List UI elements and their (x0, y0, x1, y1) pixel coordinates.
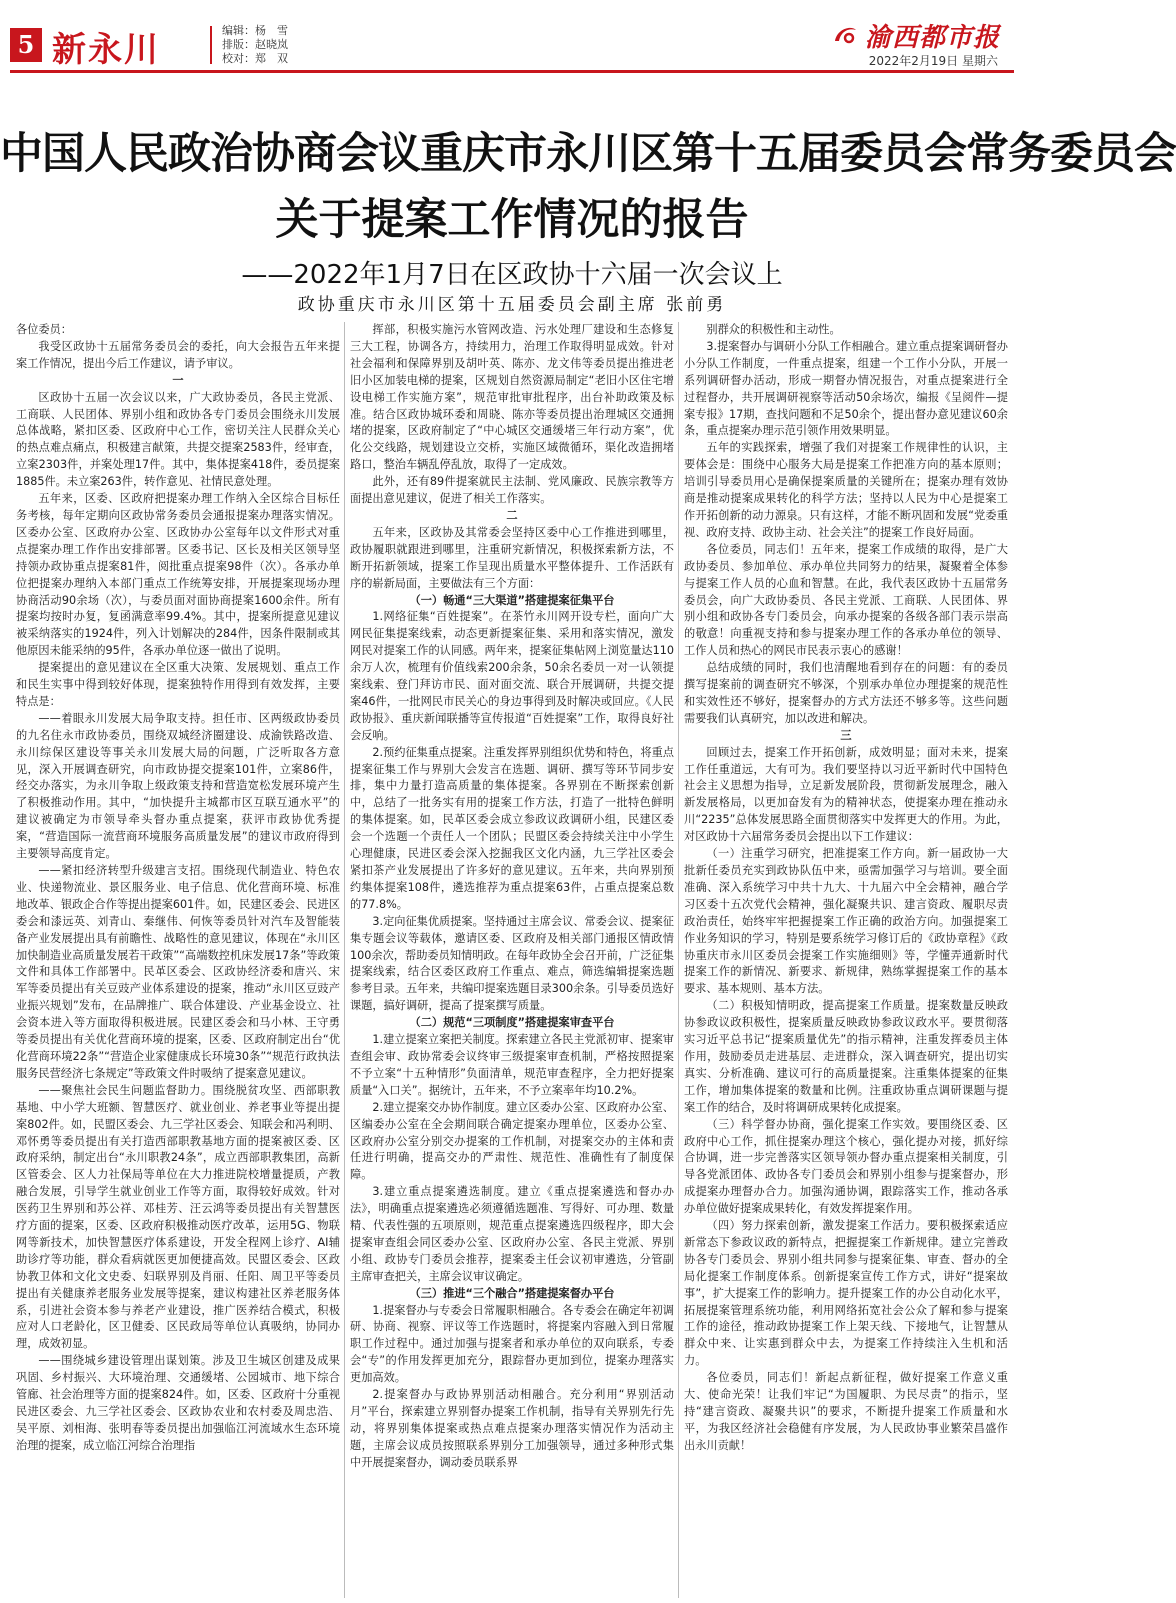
page-number: 5 (10, 28, 42, 62)
byline: 政协重庆市永川区第十五届委员会副主席 张前勇 (297, 295, 727, 315)
paragraph: （二）积极知情明政，提高提案工作质量。提案数量反映政协参政议政积极性，提案质量反映政协参政议政水平。要贯彻落实习近平总书记“提案质量优先”的指示精神，注重发挥委员主体作用，鼓励委员走进基层、走进群众，深入调查研究，提出切实真实、分析准确、建议可行的高质量提案。注重集体提案的征集工作，增加集体提案的数量和比例。注重政协重点调研课题与提案工作的结合，及时将调研成果转化成提案。 (684, 999, 1008, 1114)
paragraph: 1.网络征集“百姓提案”。在茶竹永川网开设专栏，面向广大网民征集提案线索，动态更新提案征集、采用和落实情况，激发网民对提案工作的认同感。两年来，提案征集帖网上浏览量达110余万人次，梳理有价值线索200余条，50余名委员一对一认领提案线索、登门拜访市民、面对面交流、联合开展调研，共提交提案46件，一批网民市民关心的身边事得到及时解决或回应。《人民政协报》、重庆新闻联播等宣传报道“百姓提案”工作，取得良好社会反响。 (350, 610, 674, 742)
section-name: 新永川 (52, 30, 160, 70)
paper-name: 渝西都市报 (864, 22, 1000, 53)
paragraph: ——紧扣经济转型升级建言支招。围绕现代制造业、特色农业、快递物流业、景区服务业、电子信息、优化营商环境、标准地改革、银政企合作等提出提案601件。如，民建区委会、民进区委会和漆远英、刘青山、秦继伟、何恢等委员针对汽车及智能装备产业发展提出具有前瞻性、战略性的意见建议，体现在“永川区加快制造业高质量发展若干政策”“高端数控机床发展17条”等政策文件和具体工作部署中。民革区委会、区政协经济委和唐兴、宋军等委员提出有关豆豉产业体系建设的提案，推动“永川区豆豉产业振兴规划”发布，在品牌推广、联合体建设、产业基金设立、社会资本进入等方面取得积极进展。民建区委会和马小林、王守勇等委员提出有关优化营商环境的提案，区委、区政府制定出台“优化营商环境22条”“营造企业家健康成长环境30条”“规范行政执法服务民营经济七条规定”等政策文件时吸纳了提案意见建议。 (16, 864, 340, 1080)
paragraph: 五年的实践探索，增强了我们对提案工作规律性的认识，主要体会是：围绕中心服务大局是提案工作把准方向的基本原则；培训引导委员用心是确保提案质量的关键所在；提案办理有效协商是推动提案成果转化的科学方法；坚持以人民为中心是提案工作开拓创新的动力源泉。只有这样，才能不断巩固和发展“党委重视、政府支持、政协主动、社会关注”的提案工作良好局面。 (684, 441, 1008, 539)
column-rule (344, 322, 345, 1598)
paragraph: 1.建立提案立案把关制度。探索建立各民主党派初审、提案审查组会审、政协常委会议终审三级提案审查机制，严格按照提案不予立案“十五种情形”负面清单，规范审查程序，全力把好提案质量“入口关”。据统计，五年来，不予立案率年均10.2%。 (350, 1033, 674, 1097)
text-column-3 (684, 322, 1008, 1598)
section-number: 一 (172, 373, 184, 387)
text-column-1 (16, 322, 340, 1598)
salutation: 各位委员： (16, 323, 72, 336)
masthead (0, 0, 1024, 70)
paragraph: 各位委员，同志们！五年来，提案工作成绩的取得，是广大政协委员、参加单位、承办单位共同努力的结果，凝聚着全体参与提案工作人员的心血和智慧。在此，我代表区政协十五届常务委员会，向广大政协委员、各民主党派、工商联、人民团体、界别小组和政协各专门委员会，向承办提案的各级各部门表示崇高的敬意！向重视支持和参与提案办理工作的各承办单位的领导、工作人员和热心的网民市民表示衷心的感谢！ (684, 542, 1008, 658)
paragraph: 五年来，区委、区政府把提案办理工作纳入全区综合目标任务考核，每年定期向区政协常务委员会通报提案办理落实情况。区委办公室、区政府办公室、区政协办公室每年以文件形式对重点提案办理工作作出安排部署。区委书记、区长及相关区领导坚持领办政协重点提案81件，阅批重点提案98件（次）。各承办单位把提案办理纳入本部门重点工作统筹安排，开展提案现场办理协商活动90余场（次），与委员面对面协商提案1600余件。所有提案均按时办复，复函满意率99.4%。其中，提案所提意见建议被采纳落实的1924件，列入计划解决的284件，因条件限制或其他原因未能采纳的95件，各承办单位逐一做出了说明。 (16, 492, 340, 658)
paragraph: 各位委员，同志们！新起点新征程，做好提案工作意义重大、使命光荣！让我们牢记“为国履职、为民尽责”的指示，坚持“建言资政、凝聚共识”的要求，不断提升提案工作质量和水平，为我区经济社会稳健有序发展，为人民政协事业繁荣昌盛作出永川贡献！ (684, 1371, 1008, 1452)
paragraph: 2.预约征集重点提案。注重发挥界别组织优势和特色，将重点提案征集工作与界别大会发言在选题、调研、撰写等环节同步安排，集中力量打造高质量的集体提案。各界别在不断探索创新中，总结了一批务实有用的提案工作方法，打造了一批特色鲜明的集体提案。如，民革区委会成立参政议政调研小组，民建区委会一个选题一个责任人一个团队；民盟区委会持续关注中小学生心理健康，民进区委会深入挖掘我区文化内涵，九三学社区委会紧扣茶产业发展提出了许多好的意见建议。五年来，共向界别预约集体提案108件，遴选推荐为重点提案63件，占重点提案总数的77.8%。 (350, 745, 674, 911)
paragraph: 3.提案督办与调研小分队工作相融合。建立重点提案调研督办小分队工作制度，一件重点提案，组建一个工作小分队，开展一系列调研督办活动，形成一期督办情况报告，对重点提案进行全过程督办，共开展调研视察等活动50余场次，编报《呈阅件—提案专报》17期，查找问题和不足50余个，提出督办意见建议60余条，重点提案办理示范引领作用效果明显。 (684, 339, 1008, 438)
section-number: 三 (840, 728, 852, 742)
column-rule (678, 322, 679, 1598)
subheadline: ——2022年1月7日在区政协十六届一次会议上 (241, 260, 783, 290)
paragraph: ——围绕城乡建设管理出谋划策。涉及卫生城区创建及成果巩固、乡村振兴、大环境治理、交通缓堵、公园城市、地下综合管廊、社会治理等方面的提案824件。如，区委、区政府十分重视民进区委会、九三学社区委会、区政协农业和农村委及周忠浩、吴平原、刘相海、张明春等委员提出加强临江河流域水生态环境治理的提案，成立临江河综合治理指 (16, 1354, 340, 1452)
subheading: （三）推进“三个融合”搭建提案督办平台 (409, 1286, 615, 1300)
header-rule (10, 70, 1014, 73)
paragraph: 总结成绩的同时，我们也清醒地看到存在的问题：有的委员撰写提案前的调查研究不够深，个别承办单位办理提案的规范性和实效性还不够好，提案督办的方式方法还不够多等。这些问题需要我们认真研究，加以改进和解决。 (684, 661, 1008, 725)
headline-line-1: 中国人民政治协商会议重庆市永川区第十五届委员会常务委员会 (0, 129, 1176, 179)
subheading: （二）规范“三项制度”搭建提案审查平台 (409, 1016, 615, 1030)
divider (210, 26, 212, 64)
subheading: （一）畅通“三大渠道”搭建提案征集平台 (409, 593, 615, 607)
paragraph: ——着眼永川发展大局争取支持。担任市、区两级政协委员的九名住永市政协委员，围绕双城经济圈建设、成渝铁路改造、永川综保区建设等事关永川发展大局的问题，广泛听取各方意见，深入开展调查研究，向市政协提交提案101件，立案86件，经交办落实，为永川争取上级政策支持和营造宽松发展环境产生了积极推动作用。其中，“加快提升主城都市区互联互通水平”的建议被确定为市领导牵头督办重点提案，获评市政协优秀提案，“营造国际一流营商环境服务高质量发展”的建议市政府得到主要领导高度肯定。 (16, 711, 340, 861)
paragraph: 1.提案督办与专委会日常履职相融合。各专委会在确定年初调研、协商、视察、评议等工作选题时，将提案内容融入到日常履职工作过程中。通过加强与提案者和承办单位的双向联系，专委会“专”的作用发挥更加充分，跟踪督办更加到位，提案办理落实更加高效。 (350, 1303, 674, 1385)
headline-line-2: 关于提案工作情况的报告 (275, 195, 749, 245)
issue-date: 2022年2月19日 星期六 (868, 54, 998, 68)
paragraph: 2.提案督办与政协界别活动相融合。充分利用“界别活动月”平台，探索建立界别督办提案工作机制，指导有关界别先行先动，将界别集体提案或热点难点提案办理落实情况作为活动主题，主席会议成员按照联系界别分工加强领导，通过多种形式集中开展提案督办，调动委员联系界 (350, 1388, 674, 1469)
paragraph: 别群众的积极性和主动性。 (706, 323, 841, 336)
layout-credit: 排版：赵晓岚 (222, 38, 288, 51)
text-column-2 (350, 322, 674, 1598)
paragraph: 我受区政协十五届常务委员会的委托，向大会报告五年来提案工作情况，提出今后工作建议，请予审议。 (16, 339, 340, 370)
proof-credit: 校对：郑 双 (222, 52, 288, 65)
paragraph: ——聚焦社会民生问题监督助力。围绕脱贫攻坚、西部职教基地、中小学大班额、智慧医疗、就业创业、养老事业等提出提案802件。如，民盟区委会、九三学社区委会、知联会和冯利明、邓怀勇等委员提出有关打造西部职教基地方面的提案被区委、区政府采纳，制定出台“永川职教24条”，成立西部职教集团，高新区管委会、区人力社保局等单位在大力推进院校增量提质，产教融合发展，引导学生就业创业工作等方面，取得较好成效。针对医药卫生界别和苏公祥、邓桂芳、汪云鸿等委员提出有关智慧医疗方面的提案，区委、区政府积极推动医疗改革，运用5G、物联网等新技术，加快智慧医疗体系建设，开发全程网上诊疗、AI辅助诊疗等功能，群众看病就医更加便捷高效。民盟区委会、区政协教卫体和文化文史委、妇联界别及肖丽、任阳、周卫平等委员提出有关健康养老服务业发展等提案，建议构建社区养老服务体系，引进社会资本参与养老产业建设，推广医养结合模式，积极应对人口老龄化，区卫健委、区民政局等单位认真吸纳，协同办理，成效初显。 (16, 1083, 340, 1351)
paragraph: 五年来，区政协及其常委会坚持区委中心工作推进到哪里，政协履职就跟进到哪里，注重研究新情况，积极探索新方法，不断开拓新领域，提案工作呈现出质量水平整体提升、工作活跃有序的崭新局面，主要做法有三个方面： (350, 525, 674, 590)
paragraph: （四）努力探索创新，激发提案工作活力。要积极探索适应新常态下参政议政的新特点，把握提案工作新规律。建立完善政协各专门委员会、界别小组共同参与提案征集、审查、督办的全局化提案工作制度体系。创新提案宣传工作方式，讲好“提案故事”，扩大提案工作的影响力。提升提案工作的办公自动化水平，拓展提案管理系统功能，利用网络拓宽社会公众了解和参与提案工作的途径，推动政协提案工作上架天线、下接地气，让智慧从群众中来、让实惠到群众中去，为提案工作持续注入生机和活力。 (684, 1219, 1008, 1368)
editor-credit: 编辑：杨 雪 (222, 24, 288, 37)
section-number: 二 (506, 508, 518, 522)
paragraph: 回顾过去，提案工作开拓创新，成效明显；面对未来，提案工作任重道远，大有可为。我们要坚持以习近平新时代中国特色社会主义思想为指导，立足新发展阶段，贯彻新发展理念，融入新发展格局，以更加奋发有为的精神状态，使提案办理在推动永川“2235”总体发展思路全面贯彻落实中发挥更大的作用。为此，对区政协十六届常务委员会提出以下工作建议： (684, 745, 1008, 844)
paragraph: 3.建立重点提案遴选制度。建立《重点提案遴选和督办办法》，明确重点提案遴选必须遵循选题准、写得好、可办理、数量精、代表性强的五项原则，规范重点提案遴选四级程序，即大会提案审查组会同区委办公室、区政府办公室、各民主党派、界别小组、政协专门委员会推荐，提案委主任会议初审遴选，分管副主席审查把关，主席会议审议确定。 (350, 1185, 674, 1283)
editor-credits (222, 24, 288, 66)
paragraph: 此外，还有89件提案就民主法制、党风廉政、民族宗教等方面提出意见建议，促进了相关工作落实。 (350, 475, 674, 506)
paragraph: 提案提出的意见建议在全区重大决策、发展规划、重点工作和民生实事中得到较好体现，提案独特作用得到有效发挥，主要特点是： (16, 661, 340, 708)
paragraph: 挥部，积极实施污水管网改造、污水处理厂建设和生态修复三大工程，协调各方，持续用力，治理工作取得明显成效。针对社会福利和保障界别及胡叶英、陈亦、龙文伟等委员提出推进老旧小区加装电梯的提案，区规划自然资源局制定“老旧小区住宅增设电梯工作实施方案”，规范审批审批程序，出台补助政策及标准。结合区政协城环委和周晓、陈亦等委员提出治理城区交通拥堵的提案，区政府制定了“中心城区交通缓堵三年行动方案”，优化公交线路，规划建设立交桥，实施区域微循环，渠化改造拥堵路口，整治车辆乱停乱放，取得了一定成效。 (350, 323, 674, 472)
paragraph: 区政协十五届一次会议以来，广大政协委员，各民主党派、工商联、人民团体、界别小组和政协各专门委员会围绕永川发展总体战略，紧扣区委、区政府中心工作，密切关注人民群众关心的热点难点痛点，积极建言献策，共提交提案2583件，经审查，立案2303件，并案处理17件。其中，集体提案418件，委员提案1885件。未立案263件，转作意见、社情民意处理。 (16, 390, 340, 489)
paragraph: （一）注重学习研究，把准提案工作方向。新一届政协一大批新任委员充实到政协队伍中来，亟需加强学习与培训。要全面准确、深入系统学习中共十九大、十九届六中全会精神，融合学习区委十五次党代会精神，强化凝聚共识、建言资政、履职尽责政治责任，始终牢牢把握提案工作正确的政治方向。加强提案工作业务知识的学习，特别是要系统学习修订后的《政协章程》《政协重庆市永川区委员会提案工作实施细则》等，学懂弄通新时代提案工作的新情况、新要求、新规律，熟练掌握提案工作的基本要求、基本规则、基本方法。 (684, 847, 1008, 996)
paragraph: 3.定向征集优质提案。坚持通过主席会议、常委会议、提案征集专题会议等载体，邀请区委、区政府及相关部门通报区情政情100余次，帮助委员知情明政。在每年政协全会召开前，广泛征集提案线索，结合区委区政府工作重点、难点，筛选编辑提案选题参考目录。五年来，共编印提案选题目录300余条。引导委员选好课题，搞好调研，提高了提案撰写质量。 (350, 914, 674, 1013)
paper-logo-swirl-icon (831, 21, 859, 49)
paragraph: 2.建立提案交办协作制度。建立区委办公室、区政府办公室、区编委办公室在全会期间联合确定提案办理单位，区委办公室、区政府办公室分别交办提案的工作机制，对提案交办的主体和责任进行明确，提高交办的严肃性、规范性、准确性有了制度保障。 (350, 1100, 674, 1182)
paragraph: （三）科学督办协商，强化提案工作实效。要围绕区委、区政府中心工作，抓住提案办理这个核心，强化提办对接，抓好综合协调，进一步完善落实区领导领办督办重点提案相关制度，引导各党派团体、政协各专门委员会和界别小组参与提案督办，形成提案办理督办合力。加强沟通协调，跟踪落实工作，推动各承办单位做好提案成果转化，有效发挥提案作用。 (684, 1117, 1008, 1216)
paper-logo (831, 18, 1000, 52)
